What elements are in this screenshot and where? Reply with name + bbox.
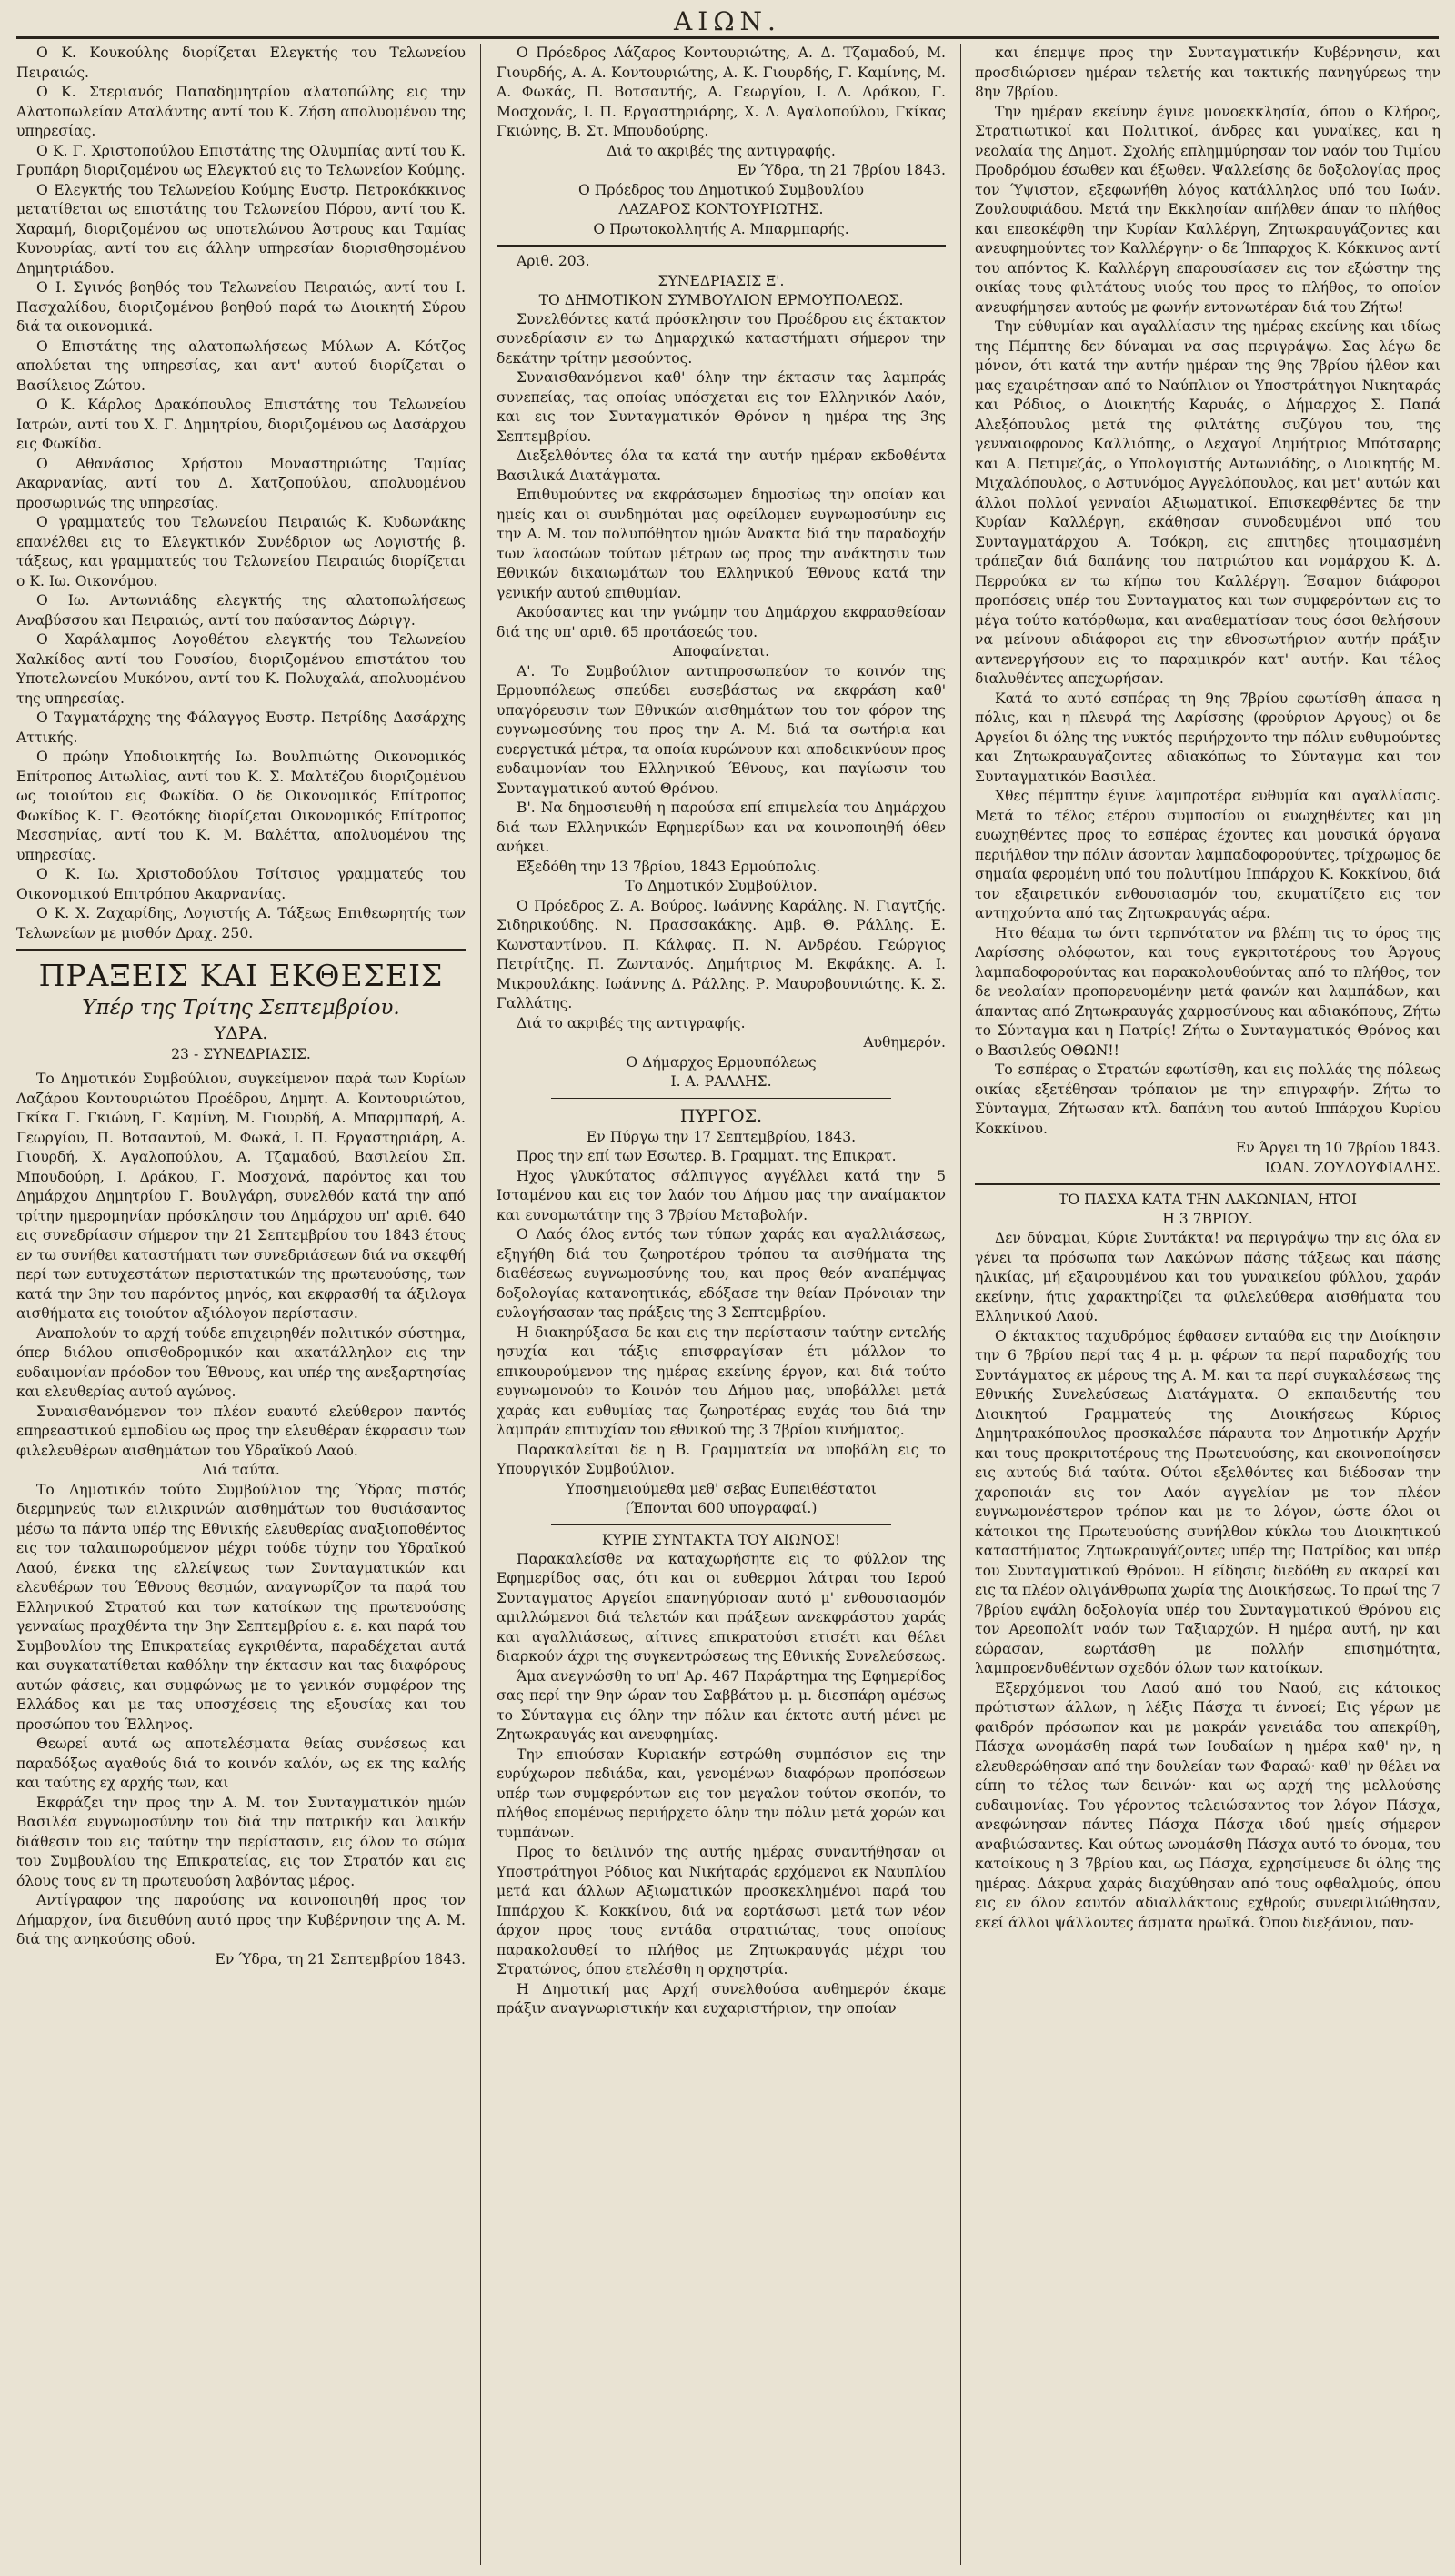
copy-note: Διά το ακριβές της αντιγραφής.: [607, 142, 836, 159]
pasha-subtitle: Η 3 7ΒΡΙΟΥ.: [1162, 1211, 1253, 1227]
masthead: ΑΙΩΝ.: [674, 6, 781, 36]
paragraph: Την επιούσαν Κυριακήν εστρώθη συμπόσιον εις την ευρύχωρον πεδιάδα, και, γενομένων διαφόρων προπόσεων υπέρ των συμφερόντων εις τον μεγαλον τούτον σκοπόν, το πλήθος επομένως περιήρχετο όλην την πόλιν μετά χορών και τυμπάνων.: [497, 1746, 946, 1841]
mayor-name: Ι. Α. ΡΑΛΛΗΣ.: [670, 1073, 772, 1090]
paragraph: Την εύθυμίαν και αγαλλίασιν της ημέρας εκείνης και ιδίως της Πέμπτης δεν δύναμαι να σας περιγράψω. Σας λέγω δε μόνον, ότι κατά την αυτήν ημέραν της 9ης 7βρίου ήλθον και μας εχαιρέτησαν από το Ναύπλιον οι Υποστράτηγοι Νικηταράς και Ρόδιος, ο Διοικητής Καρυάς, ο Δήμαρχος Σ. Παπά Αλεξόπουλος μετά της φιλτάτης συζύγου του, της γενναιοφρονος Καλλιόπης, ο Δεχαγοί Δημήτριος Μπότσαρης και Α. Πετιμεζάς, ο Υπολογιστής Αντωνιάδης, ο Διοικητής Μ. Μιχαλόπουλος, ο Αστυνόμος Αγγελόπουλος, και μετ' αυτών και άλλοι πολλοί γενναίοι Αξιωματικοί. Επισκεφθέντες δε την Κυρίαν Καλλέργη, εκάθησαν συνοδευμένοι υπό του Συνταγματάρχου Α. Τσόκρη, εις επιτηδες ητοιμασμένη τράπεζαν διά δαπάνης του πατριώτου και νομάρχου Κ. Δ. Περρούκα εν τω κήπω του Καλλέργη. Έσαμον διάφοροι προπόσεις υπέρ του Συνταγματος και των συμφερόντων εις το μέγα τούτο κατόρθωμα, και αναθεματίσαν τους όσοι θελήσουν να μείνουν αδιάφοροι εις την εθνοσωτήριον αυτήν πράξιν αντενεργήσουν εις το παραμικρόν κατ' αυτήν. Και τέλος διαλυθέντες απεχωρήσαν.: [975, 318, 1440, 687]
sign-date: Εν Ύδρα, τη 21 Σεπτεμβρίου 1843.: [215, 1950, 466, 1967]
appointment: Ο Κ. Γ. Χριστοπούλου Επιστάτης της Ολυμπίας αντί του Κ. Γρυπάρη διοριζομένου ως Ελεγκτού εις το Τελωνείον Κούμης.: [16, 142, 466, 178]
president-label: Ο Πρόεδρος του Δημοτικού Συμβουλίου: [578, 181, 864, 198]
article-number: Αριθ. 203.: [517, 253, 590, 269]
paragraph: Αντίγραφον της παρούσης να κοινοποιηθή προς τον Δήμαρχον, ίνα διευθύνη αυτό προς την Κυβέρνησιν της Α. Μ. διά της ανηκούσης οδού.: [16, 1892, 466, 1947]
paragraph: και έπεμψε προς την Συνταγματικήν Κυβέρνησιν, και προσδιώρισεν ημέραν τελετής και τακτικής πανηγύρεως την 8ην 7βρίου.: [975, 45, 1440, 100]
appointment: Ο Κ. Κάρλος Δρακόπουλος Επιστάτης του Τελωνείου Ιατρών, αντί του Χ. Γ. Δημητρίου, διοριζομένου ως Δασάρχου εις Φωκίδα.: [16, 397, 466, 452]
paragraph: Η διακηρύξασα δε και εις την περίστασιν ταύτην εντελής ησυχία και τάξις επισφραγίσαν έτι μάλλον το επικουρούμενον της ημέρας εκείνης έργον, και διά τούτο ευγνωμονούν το Κοινόν του Δήμου μας, υποβάλλει μετά χαράς και ευθυμίας τας ζωηροτέρας ευχάς του διά την λαμπράν επιτυχίαν του εθνικού της 3 7βρίου κινήματος.: [497, 1323, 946, 1438]
pyrgos-sign: Υποσημειούμεθα μεθ' σεβας Ευπειθέστατοι: [566, 1480, 877, 1497]
paragraph: Ο έκτακτος ταχυδρόμος έφθασεν ενταύθα εις την Διοίκησιν την 6 7βρίου περί τας 4 μ. μ. φέρων τα περί παραδοχής του Συντάγματος εκ μέρους της Α. Μ. και τα περί συγκαλέσεως της Εθνικής Συνελεύσεως Διατάγματα. Ο εκπαιδευτής του Διοικητού Γραμματεύς της Διοικήσεως Κύριος Δημητρακόπουλος προσκαλέσε πάραυτα τον Δημοτικήν Αρχήν και τους προκριτοτέρους της Πρωτευούσης, και εκοινοποίησεν εις αυτούς διά ταύτα. Ούτοι εξελθόντες και διέδοσαν την χαροποιάν εις τον Λαόν αγγελίαν με τον πλέον ευγνωμονέστερον τρόπον και με το λόγον, ώστε όλοι οι κάτοικοι της Πρωτευούσης συνήλθον κύκλω του Διοικητικού καταστήματος Ζητωκραυγάζοντες υπέρ της Πατρίδος και υπέρ του Συνταγματικού Θρόνου. Η είδησις διεδόθη εν ακαρεί και εις τα πλέον ολιγάνθρωπα χωρία της Διοικήσεως. Το πρωί της 7 7βρίου εψάλη δοξολογία υπέρ του Συνταγματικού Θρόνου εις τον Αρεοπολίτ ναόν των Ταξιαρχών. Η ημέρα αυτή, ην και εώρασαν, εωρτάσθη με πολλήν επισημότητα, λαμπροενδυθέντων σχεδόν όλων των κατοίκων.: [975, 1327, 1440, 1676]
paragraph: Το Δημοτικόν Συμβούλιον, συγκείμενον παρά των Κυρίων Λαζάρου Κοντουριώτου Προέδρου, Δημητ. Α. Κοντουριώτου, Γκίκα Γ. Γκιώνη, Γ. Καμίνη, Μ. Γιουρδή, Α. Μπαρμπαρή, Α. Γεωργίου, Π. Βοτσαντού, Μ. Φωκά, Ι. Π. Εργαστηριάρη, Α. Γιουρδή, Χ. Αγαλοπούλου, Α. Τζαμαδού, Βασιλείου Σπ. Μπουδούρη, Ι. Δράκου, Γ. Μοσχονά, παρόντος και του Δημάρχου Δημητρίου Γ. Βουλγάρη, συνελθόν κατά την από τρίτην ημερομηνίαν πρόσκλησιν του Δημάρχου υπ' αριθ. 640 εις συνεδρίασιν σήμερον την 21 Σεπτεμβρίου του 1843 έτους εν τω συνήθει καταστήματι των συνεδριάσεων διά να σκεφθή περί των ευτυχεστάτων περιστατικών της πρωτευούσης, των κατά την 3ην του παρόντος μηνός, και εκφρασθή τα άξιλογα αισθήματα εις τοιούτον αξιόλογον περίστασιν.: [16, 1071, 466, 1322]
paragraph: Διεξελθόντες όλα τα κατά την αυτήν ημέραν εκδοθέντα Βασιλικά Διατάγματα.: [497, 448, 946, 484]
paragraph: Το εσπέρας ο Στρατών εφωτίσθη, και εις πολλάς της πόλεως οικίας εξετέθησαν τρόπαιον με την επιγραφήν. Ζήτω το Σύνταγμα, Ζήτωσαν κτλ. δαπάνη του αυτού Ιππάρχου Κυρίου Κοκκίνου.: [975, 1062, 1440, 1137]
paragraph: Προς το δειλινόν της αυτής ημέρας συναντήθησαν οι Υποστράτηγοι Ρόδιος και Νικήταράς ερχόμενοι εκ Ναυπλίου μετά και άλλων Αξιωματικών προσκεκλημένοι παρά του Ιππάρχου Κ. Κοκκίνου, διά να εορτάσωσι μετά των νέον άρχον προς τους εντάδα στρατιώτας, τους οποίους παρακολουθεί το πλήθος με Ζητωκραυγάς μέχρι του Στρατώνος, όπου ετελέσθη η ορχηστρία.: [497, 1844, 946, 1977]
paragraph: Εκφράζει την προς την Α. Μ. τον Συνταγματικόν ημών Βασιλέα ευγνωμοσύνην του διά την πατρικήν και λαικήν διάθεσιν του εις ταύτην την περίστασιν, εις όλον το σώμα του Συμβουλίου της Επικρατείας, εις τον Στρατόν και εις όλους τους εν τη πρωτευούση λαβόντας μέρος.: [16, 1794, 466, 1889]
appointment: Ο Αθανάσιος Χρήστου Μοναστηριώτης Ταμίας Ακαρνανίας, αντί του Δ. Χατζοπούλου, απολυομένου προσωρινώς της υπηρεσίας.: [16, 455, 466, 511]
appointment: Ο Ι. Σγινός βοηθός του Τελωνείου Πειραιώς, αντί του Ι. Πασχαλίδου, διοριζομένου βοηθού παρά τω Διοικητή Σύρου διά τα οικονομικά.: [16, 279, 466, 335]
column-rule-2: [960, 44, 961, 2565]
paragraph: Η Δημοτική μας Αρχή συνελθούσα αυθημερόν έκαμε πράξιν αναγνωριστικήν και ευχαριστήριον, την οποίαν: [497, 1980, 946, 2017]
mayor-label: Ο Δήμαρχος Ερμουπόλεως: [626, 1053, 817, 1071]
paragraph: Θεωρεί αυτά ως αποτελέσματα θείας συνέσεως και παραδόξως αγαθούς διά το κοινόν καλόν, ως εκ της καλής και ταύτης εχ αρχής των, και: [16, 1736, 466, 1791]
paragraph: Το Δημοτικόν τούτο Συμβούλιον της Ύδρας πιστός διερμηνεύς των ειλικρινών αισθημάτων του θυσιάσαντος μέσω τα πάντα υπέρ της Εθνικής ελευθερίας αναξιοποθέντος εις τον ταλαιπωρούμενον μέχρι τούδε τύχην του Υδραϊκού Λαού, ένεκα της ελλείψεως των Συνταγματικών και ελευθέρων του Έθνους θεσμών, αναγνωρίζον τα παρά του Ελληνικού Στρατού και των κατοίκων της πρωτευούσης γενναίως πραχθέντα την 3ην Σεπτεμβρίου ε. ε. και παρά του Συμβουλίου της Επικρατείας εγκριθέντα, παραδέχεται αυτά και συγκατατίθεται καθόλην την έκτασιν και τας διαφόρους αυτών φάσεις, και συμφώνως με το γενικόν συμφέρον της Ελλάδος και με τας υποσχέσεις της εξουσίας και του προσώπου του Έλληνος.: [16, 1481, 466, 1733]
protocol-clerk: Ο Πρωτοκολλητής Α. Μπαρμπαρής.: [593, 220, 849, 237]
paragraph: Ητο θέαμα τω όντι τερπνότατον να βλέπη τις το όρος της Λαρίσσης ολόφωτον, και τους εγκριτοτέρους του Άργους λαμπαδοφορούντας και παρακολουθούντας από το πλήθος, τον δε νεολαίαν προπορευομένην μετά φανών και λαμπάδων, και άπαντας από Ζητωκραυγάς χαρμοσύνους και αδιακόπους, Ζήτω το Σύνταγμα και η Πατρίς! Ζήτω ο Συνταγματικός Θρόνος και ο Βασιλεύς ΟΘΩΝ!!: [975, 924, 1440, 1059]
paragraph: Αναπολούν το αρχή τούδε επιχειρηθέν πολιτικόν σύστημα, όπερ διόλου οπισθοδρομικόν και ακατάλληλον εις την ευδαιμονίαν πρόοδον του Έθνους, και υπέρ της ανεξαρτησίας και ελευθερίας αυτού αγώνος.: [16, 1324, 466, 1400]
section-subtitle: Υπέρ της Τρίτης Σεπτεμβρίου.: [82, 996, 400, 1020]
paragraph: Προς την επί των Εσωτερ. Β. Γραμματ. της Επικρατ.: [517, 1148, 897, 1164]
column-1: [16, 44, 466, 2565]
section-separator: [497, 245, 946, 247]
council-label: Το Δημοτικόν Συμβούλιον.: [625, 878, 818, 894]
pyrgos-title: ΠΥΡΓΟΣ.: [679, 1105, 763, 1126]
appointment: Ο πρώην Υποδιοικητής Ιω. Βουλπιώτης Οικονομικός Επίτροπος Αιτωλίας, αντί του Κ. Σ. Μαλτέζου διοριζομένου ως τοιούτου εις Φωκίδα. Ο δε Οικονομικός Επίτροπος Φωκίδος Κ. Γ. Θεοτόκης διορίζεται Οικονομικός Επίτροπος Μεσσηνίας, αντί του Κ. Μ. Βαλέττα, απολυομένου της υπηρεσίας.: [16, 749, 466, 863]
section-separator: [551, 1098, 891, 1099]
appointment: Ο Κ. Ιω. Χριστοδούλου Τσίτσιος γραμματεύς του Οικονομικού Επιτρόπου Ακαρνανίας.: [16, 866, 466, 902]
column-2: [497, 44, 946, 2565]
paragraph: Διά ταύτα.: [202, 1462, 280, 1478]
paragraph: Συνελθόντες κατά πρόσκλησιν του Προέδρου εις έκτακτον συνεδρίασιν εν τω Δημαρχικώ καταστήματι σήμερον την δεκάτην τρίτην μεσούντος.: [497, 310, 946, 367]
paragraph: Ακούσαντες και την γνώμην του Δημάρχου εκφρασθείσαν διά της υπ' αριθ. 65 προτάσεώς του.: [497, 604, 946, 640]
decision: Α'. Το Συμβούλιον αντιπροσωπεύον το κοινόν της Ερμουπόλεως σπεύδει ευσεβάστως να εκφράση καθ' υπαγόρευσιν των Εθνικών αισθημάτων του τον φόρον της ευγνωμοσύνης του προς την Α. Μ. διά τα σωτήρια και ευεργετικά μέτρα, τα οποία κυρώνουν και αποδεικνύουν προς ευδαιμονίαν του Ελληνικού Έθνους, και παγίωσιν του Συνταγματικού αυτού Θρόνου.: [497, 662, 946, 797]
president-name: ΛΑΖΑΡΟΣ ΚΟΝΤΟΥΡΙΩΤΗΣ.: [618, 201, 824, 217]
paragraph: Άμα ανεγνώσθη το υπ' Αρ. 467 Παράρτημα της Εφημερίδος σας περί την 9ην ώραν του Σαββάτου μ. μ. διεσπάρη αμέσως το Σύνταγμα εις όλην την πόλιν και έκτοτε αυτή μένει με Ζητωκραυγάς και ανευφημίας.: [497, 1667, 946, 1743]
copy-date: Εν Ύδρα, τη 21 7βρίου 1843.: [737, 162, 946, 178]
paragraph: Επιθυμούντες να εκφράσωμεν δημοσίως την οποίαν και ημείς και οι συνδημόται μας οφείλομεν ευγνωμοσύνην εις την Α. Μ. τον πολυπόθητον ημών Άνακτα διά την παραδοχήν των λαοσώων τούτων μέτρων ως προς την ανάκτησιν των Εθνικών δικαιωμάτων του Ελληνικού Έθνους κατά την γενικήν αυτού επιθυμίαν.: [497, 487, 946, 601]
decide-title: Αποφαίνεται.: [672, 643, 770, 659]
session-heading: 23 - ΣΥΝΕΔΡΙΑΣΙΣ.: [171, 1046, 311, 1062]
letter-title: ΚΥΡΙΕ ΣΥΝΤΑΚΤΑ ΤΟΥ ΑΙΩΝΟΣ!: [601, 1531, 841, 1548]
copy-note: Διά το ακριβές της αντιγραφής.: [517, 1014, 746, 1031]
paragraph: Την ημέραν εκείνην έγινε μονοεκκλησία, όπου ο Κλήρος, Στρατιωτικοί και Πολιτικοί, άνδρες και γυναίκες, και η νεολαία της Δημοτ. Σχολής επλημμύρησαν τον ναόν του Τιμίου Προδρόμου έσωθεν και έξωθεν. Ψαλλείσης δε δοξολογίας προς τον Ύψιστον, εξεφωνήθη λόγος κατάλληλος υπό του Ιωάν. Ζουλουφιάδου. Μετά την Εκκλησίαν απήλθεν άπαν το πλήθος και επεσκέφθη την Κυρίαν Καλλέργη, Ζητωκραυγάζοντες και ανευφημούντες τον Καλλέργην· ο δε Ίππαρχος Κ. Κόκκινος αντί του απόντος Κ. Καλλέργη επαρουσίασεν εις τον εξώστην της οικίας τους φιλτάτους υιούς του προς το πλήθος, το οποίον ανευφήμησεν αυτούς με φωνήν εντονωτέραν διά του Ζήτω!: [975, 103, 1440, 316]
appointment: Ο Ταγματάρχης της Φάλαγγος Ευστρ. Πετρίδης Δασάρχης Αττικής.: [16, 709, 466, 746]
appointment: Ο Κ. Χ. Ζαχαρίδης, Λογιστής Α. Τάξεως Επιθεωρητής των Τελωνείων με μισθόν Δραχ. 250.: [16, 905, 466, 941]
members-list: Ο Πρόεδρος Λάζαρος Κοντουριώτης, Α. Δ. Τζαμαδού, Μ. Γιουρδής, Α. Α. Κοντουριώτης, Α. Κ. Γιουρδής, Γ. Καμίνης, Μ. Α. Φωκάς, Π. Βοτσαντής, Α. Γεωργίου, Ι. Δ. Δράκου, Γ. Μοσχονάς, Ι. Π. Εργαστηριάρης, Χ. Δ. Αγαλοπούλου, Γκίκας Γκιώνης, Β. Στ. Μπουδούρης.: [497, 45, 946, 139]
session-title: ΣΥΝΕΔΡΙΑΣΙΣ Ξ'.: [657, 272, 785, 289]
decision: Β'. Να δημοσιευθή η παρούσα επί επιμελεία του Δημάρχου διά των Ελληνικών Εφημερίδων και να κοινοποιηθή όθεν ανήκει.: [497, 800, 946, 855]
column-3: [975, 44, 1440, 2565]
section-title: ΠΡΑΞΕΙΣ ΚΑΙ ΕΚΘΕΣΕΙΣ: [38, 958, 444, 993]
paragraph: Ο Λαός όλος εντός των τύπων χαράς και αγαλλιάσεως, εξηγήθη διά του ζωηροτέρου τρόπου τα αισθήματα της διαθέσεως ευγνωμοσύνης του, και προς θεόν αναπέμψας δοξολογίας κατανοητικάς, εδόξασε την θείαν Πρόνοιαν την ευλογήσασαν τας πράξεις της 3 Σεπτεμβρίου.: [497, 1226, 946, 1321]
appointment: Ο Κ. Στεριανός Παπαδημητρίου αλατοπώλης εις την Αλατοπωλείαν Αταλάντης αντί του Κ. Ζήση απολυομένου της υπηρεσίας.: [16, 84, 466, 139]
pyrgos-sign-count: (Έπονται 600 υπογραφαί.): [625, 1500, 818, 1516]
section-separator: [16, 949, 466, 951]
paragraph: Δεν δύναμαι, Κύριε Συντάκτα! να περιγράψω την εις όλα εν γένει τα πρόσωπα των Λακώνων πάσης τάξεως και πάσης ηλικίας, μή εξαιρουμένου και του γυναικείου φύλλου, χαράν εκείνην, ήτις χαρακτηρίζει τα φιλελεύθερα αισθήματα του Ελληνικού Λαού.: [975, 1230, 1440, 1324]
pasha-title: ΤΟ ΠΑΣΧΑ ΚΑΤΑ ΤΗΝ ΛΑΚΩΝΙΑΝ, ΗΤΟΙ: [1058, 1192, 1358, 1208]
place-heading: ΥΔΡΑ.: [214, 1023, 268, 1043]
paragraph: Εξερχόμενοι του Λαού από του Ναού, εις κάτοικος πρώτιστων άλλων, η λέξις Πάσχα τι έννοεί; Εις γέρων με φαιδρόν πρόσωπον και με μακράν γενειάδα του απεκρίθη, Πάσχα ωνομάσθη παρά των Ιουδαίων η ημέρα καθ' ην, η ελευθερώθησαν από την δουλείαν των Φαραώ· καθ' ην θέλει να είπη το τέλος των δεινών· και ως αρχή της μελλούσης ευδαιμονίας. Του γέροντος τελειώσαντος τον λόγον Πάσχα, ανεφώνησαν πάντες Πάσχα Πάσχα ιδού ημείς σήμερον αναβιώσαντες. Και ούτως ωνομάσθη Πάσχα αυτό το όνομα, του κατοίκους η 3 7βρίου και, ως Πάσχα, εχρησίμευσε δι όλης της ημέρας. Δάκρυα χαράς διαχύθησαν από τους οφθαλμούς, όπου εις εν όλον εαυτόν αδιαλλάκτους εχθρούς συνεφιλιώθησαν, εκεί άλλοι ψάλλοντες άσματα ηρωϊκά. Όπου διεξάνιον, παν-: [975, 1679, 1440, 1931]
paragraph: Παρακαλείσθε να καταχωρήσητε εις το φύλλον της Εφημερίδος σας, ότι και οι ευθερμοι λάτραι του Ιερού Συνταγματος Αργείοι επανηγύρισαν αυτό μ' ενθουσιασμόν αμιλλώμενοι διά τελετών και πράξεων ανεκφράστου χαράς και αγαλλιάσεως, αίτινες επικρατούσι ετισέτι και θέλει διαρκούν άχρι της συγκεντρώσεως της Εθνικής Συνελεύσεως.: [497, 1550, 946, 1665]
argos-date: Εν Άργει τη 10 7βρίου 1843.: [1235, 1140, 1440, 1156]
pyrgos-date: Εν Πύργω την 17 Σεπτεμβρίου, 1843.: [586, 1128, 857, 1145]
paragraph: Συναισθανόμενον τον πλέον ευαυτό ελεύθερον παντός επηρεαστικού εμποδίου ως προς την ελευθέραν έκφρασιν των φιλελευθέρων αισθημάτων του Υδραϊκού Λαού.: [16, 1403, 466, 1459]
paragraph: Κατά το αυτό εσπέρας τη 9ης 7βρίου εφωτίσθη άπασα η πόλις, και η πλευρά της Λαρίσσης (φρούριον Αργους) οι δε Αργείοι δι όλης της νυκτός περιήρχοντο την πόλιν ευθυμούντες και Ζητωκραυγάζοντες αδιακόπως το Σύνταγμα και τον Συνταγματικόν Βασιλέα.: [975, 689, 1440, 785]
council-members: Ο Πρόεδρος Ζ. Α. Βούρος. Ιωάννης Καράλης. Ν. Γιαγτζής. Σιδηρικούδης. Ν. Πρασσακάκης. Αμβ. Θ. Ράλλης. Ε. Κωνσταντίνου. Π. Κάλφας. Π. Ν. Ανδρέου. Γεώργιος Πετρίτζης. Π. Ζωντανός. Δημήτριος Μ. Εκφάκης. Α. Ι. Μικρουλάκης. Ιωάννης Δ. Ράλλης. Ρ. Μαυροβουνιώτης. Κ. Σ. Γαλλάτης.: [497, 897, 946, 1011]
appointment: Ο γραμματεύς του Τελωνείου Πειραιώς Κ. Κυδωνάκης επανέλθει εις το Ελεγκτικόν Συνέδριον ως Λογιστής β. τάξεως, και γραμματεύς του Τελωνείου Πειραιώς διορίζεται ο Κ. Ιω. Οικονόμου.: [16, 514, 466, 589]
argos-signature: ΙΩΑΝ. ΖΟΥΛΟΥΦΙΑΔΗΣ.: [1264, 1159, 1440, 1176]
paragraph: Ηχος γλυκύτατος σάλπιγγος αγγέλλει κατά την 5 Ισταμένου και εις τον λαόν του Δήμου μας την αναίμακτον και ευνομωτάτην της 3 7βρίου Μεταβολήν.: [497, 1167, 946, 1223]
section-separator: [975, 1183, 1440, 1185]
paragraph: Παρακαλείται δε η Β. Γραμματεία να υποβάλη εις το Υπουργικόν Συμβούλιον.: [497, 1441, 946, 1477]
section-separator: [551, 1524, 891, 1525]
appointment: Ο Ελεγκτής του Τελωνείου Κούμης Ευστρ. Πετροκόκκινος μετατίθεται ως επιστάτης του Τελωνείου Πόρου, αντί του Κ. Χαραμή, διοριζομένου ως υποτελώνου Άστρους και Ταμίας Κυνουρίας, αντί του εις άλλην υπηρεσίαν διορισθησομένου Δημητριάδου.: [16, 181, 466, 277]
issue-date: Εξεδόθη την 13 7βρίου, 1843 Ερμούπολις.: [517, 858, 821, 875]
appointment: Ο Κ. Κουκούλης διορίζεται Ελεγκτής του Τελωνείου Πειραιώς.: [16, 45, 466, 81]
top-rule: [16, 36, 1439, 39]
paragraph: Συναισθανόμενοι καθ' όλην την έκτασιν τας λαμπράς συνεπείας, τας οποίας υπόσχεται εις τον Ελληνικόν Λαόν, και εις τον Συνταγματικόν Θρόνον η ημέρα της 3ης Σεπτεμβρίου.: [497, 369, 946, 445]
council-title: ΤΟ ΔΗΜΟΤΙΚΟΝ ΣΥΜΒΟΥΛΙΟΝ ΕΡΜΟΥΠΟΛΕΩΣ.: [538, 291, 904, 308]
appointment: Ο Ιω. Αντωνιάδης ελεγκτής της αλατοπωλήσεως Αναβύσσου και Πειραιώς, αντί του παύσαντος Δώριγγ.: [16, 592, 466, 629]
appointment: Ο Χαράλαμπος Λογοθέτου ελεγκτής του Τελωνείου Χαλκίδος αντί του Γουσίου, διοριζομένου επιστάτου του Υποτελωνείου Μυκόνου, αντί του Κ. Πολυχαλά, απολυομένου της υπηρεσίας.: [16, 631, 466, 707]
paragraph: Χθες πέμπτην έγινε λαμπροτέρα ευθυμία και αγαλλίασις. Μετά το τέλος ετέρου συμποσίου οι ευωχηθέντες και μη ευωχηθέντες προς το εσπέρας έχοντες και μουσικά όργανα περιήλθον την πόλιν άσονταν λαμπαδοφορούντες, τρίχρωμος δε σημαία φερομένη υπό του πολυτίμου Ιππάρχου Κ. Κοκκίνου, διά τον εξαιρετικόν ενθουσιασμόν του, εκυματίζετο εις τον αντηχούντα από τας Ζητωκραυγάς αέρα.: [975, 788, 1440, 921]
appointment: Ο Επιστάτης της αλατοπωλήσεως Μύλων Α. Κότζος απολύεται της υπηρεσίας, και αντ' αυτού διορίζεται ο Βασίλειος Ζώτου.: [16, 337, 466, 394]
column-rule-1: [480, 44, 481, 2565]
copy-signature: Αυθημερόν.: [863, 1034, 946, 1051]
